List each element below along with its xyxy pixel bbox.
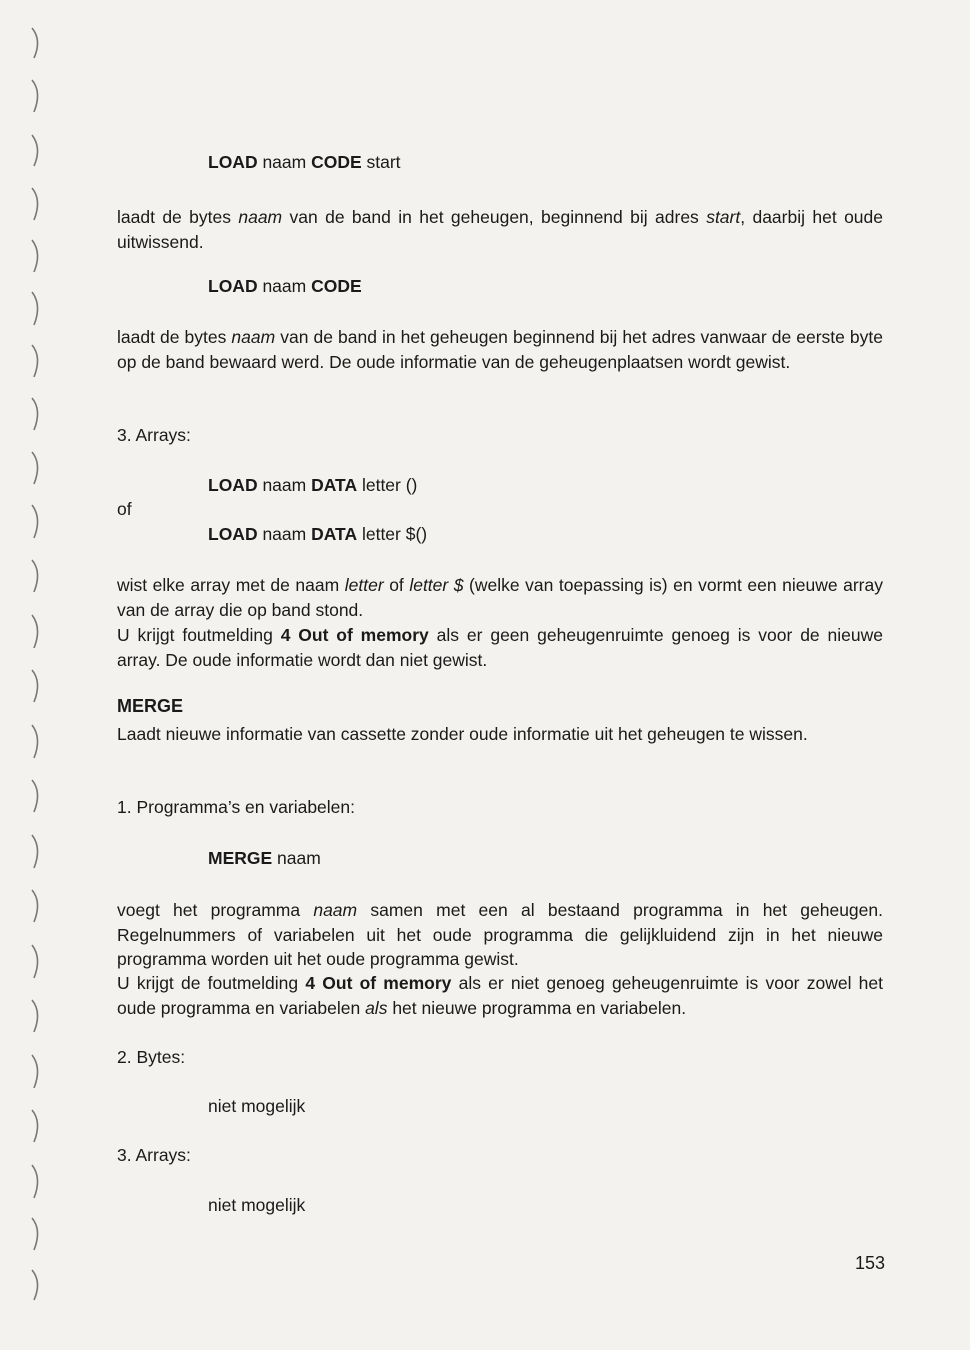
- paragraph-load-code: laadt de bytes naam van de band in het geheugen beginnend bij het adres vanwaar de eerste byte op de band bewaard werd. De oude informatie van de geheugenplaatsen wordt gewist.: [117, 327, 884, 372]
- load-code-command: [208, 274, 362, 299]
- keyword-load: LOAD: [208, 152, 258, 172]
- merge-heading: MERGE: [117, 696, 184, 716]
- load-data-command-2: LOAD naam DATA letter $(): [208, 524, 428, 544]
- paragraph-arrays-load: wist elke array met de naam letter of letter $ (welke van toepassing is) en vormt een nieuwe array van de array die op band stond.: [117, 575, 883, 620]
- keyword-code: CODE: [311, 152, 362, 172]
- paragraph-merge-description: Laadt nieuwe informatie van cassette zonder oude informatie uit het geheugen te wissen.: [117, 724, 808, 744]
- paragraph-load-code-start: laadt de bytes naam van de band in het geheugen, beginnend bij adres start, daarbij het oude uitwissend.: [117, 207, 884, 252]
- keyword-code: CODE: [311, 276, 362, 296]
- section-arrays-heading-2: 3. Arrays:: [117, 1145, 191, 1165]
- merge-command: MERGE naam: [208, 848, 321, 868]
- paragraph-merge-programs: voegt het programma naam samen met een al bestaand programma in het geheugen. Regelnummers of variabelen uit het oude programma die gelijkluidend zijn in het nieuwe programma worden uit het oude programma gewist.: [117, 900, 883, 969]
- section-arrays-heading: 3. Arrays:: [117, 425, 191, 445]
- paragraph-out-of-memory-merge: U krijgt de foutmelding 4 Out of memory als er niet genoeg geheugenruimte is voor zowel het oude programma en variabelen als het nieuwe programma en variabelen.: [117, 973, 883, 1018]
- section-programs-heading: 1. Programma’s en variabelen:: [117, 797, 355, 817]
- page-number: 153: [855, 1253, 886, 1273]
- or-label: of: [117, 499, 132, 519]
- section-bytes-heading: 2. Bytes:: [117, 1047, 186, 1067]
- arg-start: start: [361, 152, 401, 172]
- load-data-command-1: LOAD naam DATA letter (): [208, 475, 418, 495]
- binding-holes: [22, 0, 52, 1350]
- keyword-load: LOAD: [208, 276, 258, 296]
- arg-naam: naam: [257, 276, 312, 296]
- paragraph-out-of-memory-arrays: U krijgt foutmelding 4 Out of memory als er geen geheugenruimte genoeg is voor de nieuwe array. De oude informatie wordt dan niet gewist.: [117, 625, 883, 670]
- load-code-start-command: [208, 150, 401, 175]
- arg-naam: naam: [257, 152, 312, 172]
- binding-marks-graphic: [22, 0, 52, 1350]
- arrays-not-possible: niet mogelijk: [208, 1195, 306, 1215]
- bytes-not-possible: niet mogelijk: [208, 1096, 306, 1116]
